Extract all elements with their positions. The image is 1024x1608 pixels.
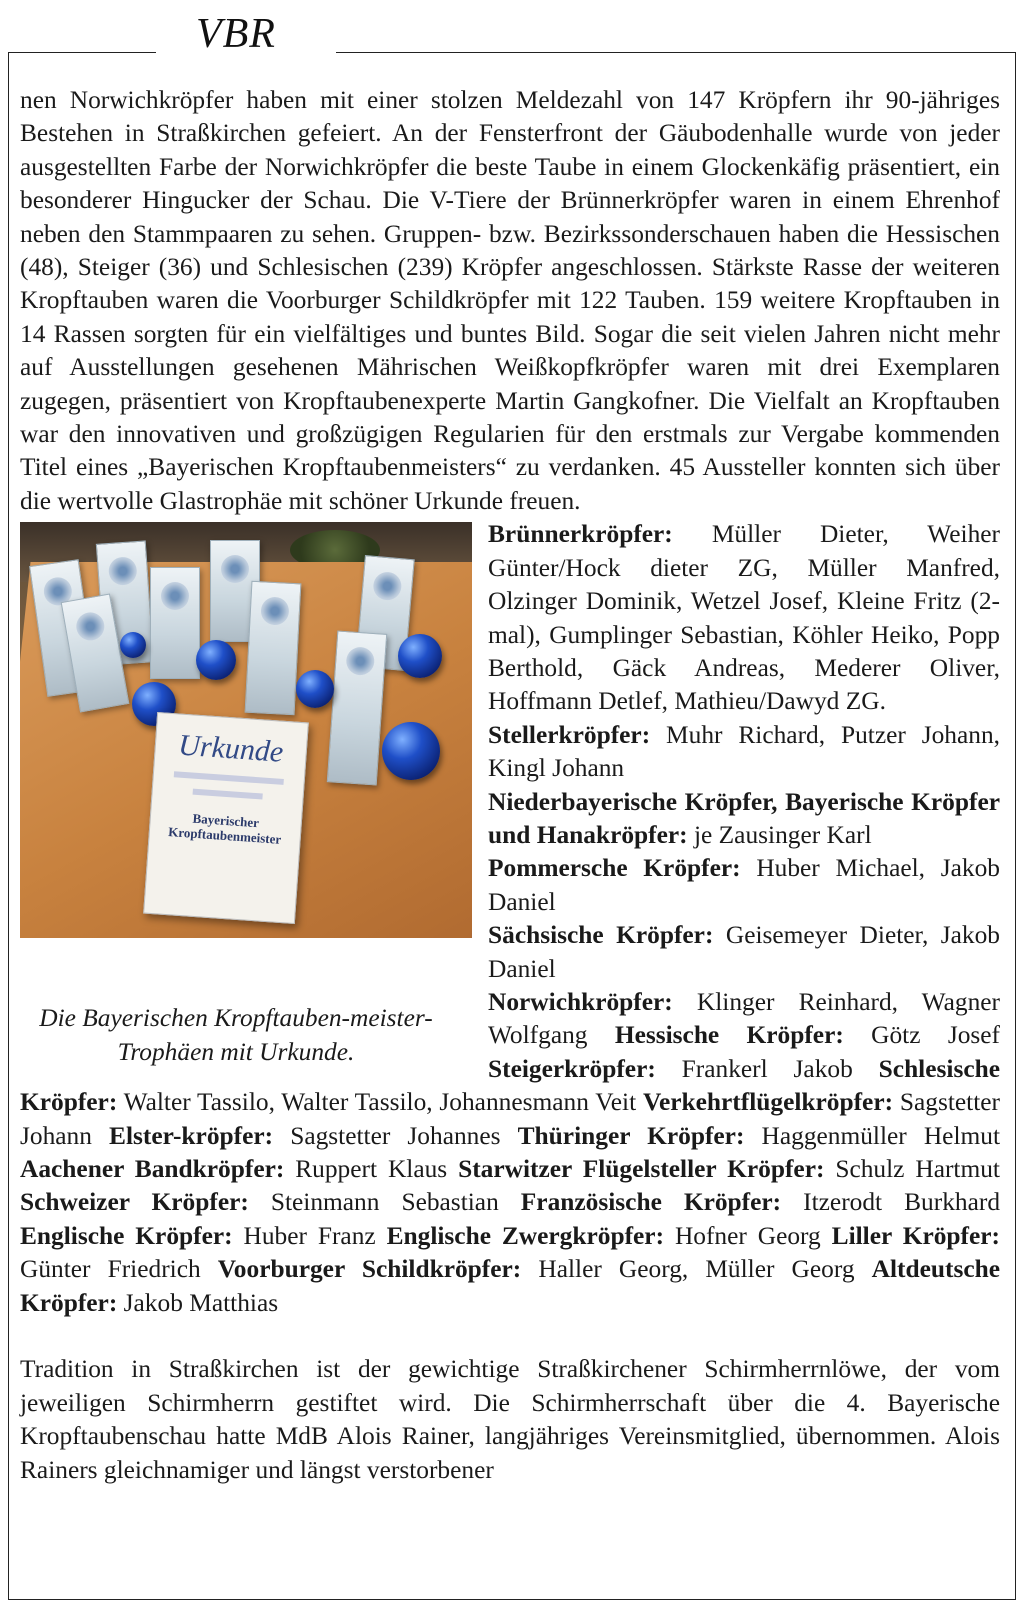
certificate-subtitle: Bayerischer Kropftaubenmeister — [167, 811, 282, 848]
winner-entry: Altdeutsche Kröpfer: Jakob Matthias — [20, 1255, 1000, 1317]
winner-entry: Stellerkröpfer: Muhr Richard, Putzer Johann, Kingl Johann — [488, 720, 1000, 783]
blue-glass-ball — [196, 640, 236, 680]
winner-entry: Aachener Bandkröpfer: Ruppert Klaus — [20, 1155, 448, 1183]
certificate-title: Urkunde — [177, 728, 285, 770]
certificate — [143, 712, 309, 924]
vbr-logo: VBR — [196, 11, 276, 57]
blue-glass-ball — [398, 634, 442, 678]
winner-entry: Thüringer Kröpfer: Haggenmüller Helmut — [517, 1121, 1001, 1150]
trophy-photo — [20, 522, 472, 938]
winner-entry: Pommersche Kröpfer: Huber Michael, Jakob Daniel — [488, 854, 1000, 916]
winner-entry: Starwitzer Flügelsteller Kröpfer: Schulz Hartmut — [458, 1155, 1000, 1183]
intro-paragraph: nen Norwichkröpfer haben mit einer stolzen Meldezahl von 147 Kröpfern ihr 90-jähriges Bestehen in Straßkirchen gefeiert. An der Fensterfront der Gäubodenhalle wurde von jeder ausgestellten Farbe der Norwichkröpfer die beste Taube in einem Glockenkäfig präsentiert, ein besonderer Hingucker der Schau. Die V-Tiere der Brünnerkröpfer waren in einem Ehrenhof neben den Stammpaaren zu sehen. Gruppen- bzw. Bezirkssonderschauen haben die Hessischen (48), Steiger (36) und Schlesischen (239) Kröpfer angeschlossen. Stärkste Rasse der weiteren Kropftauben waren die Voorburger Schildkröpfer mit 122 Tauben. 159 weitere Kropftauben in 14 Rassen sorgten für ein vielfältiges und buntes Bild. Sogar die seit vielen Jahren nicht mehr auf Ausstellungen gesehenen Mährischen Weißkopfkröpfer waren mit drei Exemplaren zugegen, präsentiert von Kropftaubenexperte Martin Gangkofner. Die Vielfalt an Kropftauben war den innovativen und großzügigen Regularien für den erstmals zur Vergabe kommenden Titel eines „Bayerischen Kropftaubenmeisters“ zu verdanken. 45 Aussteller konnten sich über die wertvolle Glastrophäe mit schöner Urkunde freuen. — [20, 86, 1000, 515]
glass-trophy — [327, 631, 387, 786]
winner-entry: Voorburger Schildkröpfer: Haller Georg, Müller Georg — [217, 1255, 855, 1284]
glass-trophy — [245, 581, 302, 715]
winner-entry: Schlesische Kröpfer: Walter Tassilo, Walter Tassilo, Johannesmann Veit — [20, 1054, 1000, 1117]
winner-entry: Niederbayerische Kröpfer, Bayerische Kröpfer und Hanakröpfer: je Zausinger Karl — [488, 787, 1000, 849]
glass-trophy — [150, 567, 200, 679]
trophy-figure — [20, 522, 472, 1069]
winner-entry: Französische Kröpfer: Itzerodt Burkhard — [520, 1188, 1001, 1217]
winner-entry: Norwichkröpfer: Klinger Reinhard, Wagner Wolfgang — [488, 987, 1000, 1050]
winner-entry: Liller Kröpfer: Günter Friedrich — [20, 1221, 1000, 1284]
winner-entry: Hessische Kröpfer: Götz Josef — [614, 1021, 1000, 1050]
winner-entry: Steigerkröpfer: Frankerl Jakob — [488, 1054, 853, 1083]
winner-entry: Elster-kröpfer: Sagstetter Johannes — [109, 1121, 501, 1150]
winner-entry: Englische Zwergkröpfer: Hofner Georg — [386, 1221, 821, 1250]
article-body — [20, 84, 1000, 1487]
winner-entry: Brünnerkröpfer: Müller Dieter, Weiher Günter/Hock dieter ZG, Müller Manfred, Olzinger Dominik, Wetzel Josef, Kleine Fritz (2-mal), Gumplinger Sebastian, Köhler Heiko, Popp Berthold, Gäck Andreas, Mederer Oliver, Hoffmann Detlef, Mathieu/Dawyd ZG. — [488, 520, 1000, 716]
figure-caption: Die Bayerischen Kropftauben-meister-Trophäen mit Urkunde. — [39, 1004, 433, 1066]
winner-entry: Verkehrtflügelkröpfer: Sagstetter Johann — [20, 1088, 1000, 1150]
blue-glass-ball — [382, 722, 440, 780]
winner-entry: Schweizer Kröpfer: Steinmann Sebastian — [20, 1188, 499, 1217]
winner-entry: Englische Kröpfer: Huber Franz — [20, 1221, 376, 1250]
winner-entry: Sächsische Kröpfer: Geisemeyer Dieter, Jakob Daniel — [488, 921, 1000, 983]
tradition-paragraph: Tradition in Straßkirchen ist der gewichtige Straßkirchener Schirmherrnlöwe, der vom jeweiligen Schirmherrn gestiftet wird. Die Schirmherrschaft über die 4. Bayerische Kropftaubenschau hatte MdB Alois Rainer, langjähriges Vereinsmitglied, übernommen. Alois Rainers gleichnamiger und längst verstorbener — [20, 1355, 1000, 1484]
